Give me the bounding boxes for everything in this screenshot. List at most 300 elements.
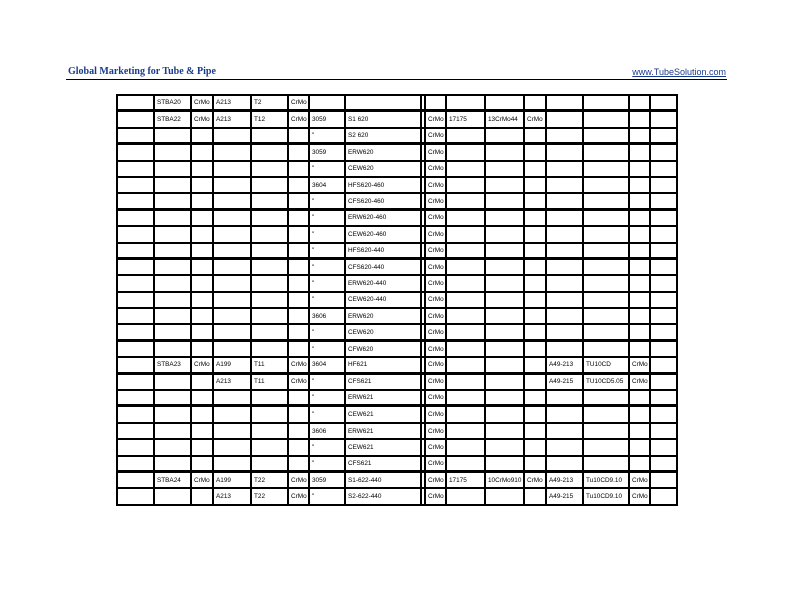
table-cell: HF621: [345, 357, 421, 373]
table-cell: [288, 193, 309, 209]
table-cell: [629, 111, 650, 127]
table-cell: [650, 292, 677, 308]
table-cell: [213, 292, 251, 308]
table-cell: ": [309, 341, 345, 357]
table-cell: CrMo: [425, 275, 446, 291]
table-cell: [546, 111, 583, 127]
table-cell: A49-215: [546, 488, 583, 504]
table-cell: [583, 259, 629, 275]
table-cell: [213, 308, 251, 324]
table-cell: [154, 210, 191, 226]
table-cell: [154, 128, 191, 144]
table-cell: [251, 406, 288, 422]
table-cell: [117, 324, 154, 340]
table-cell: CrMo: [629, 488, 650, 504]
table-cell: [191, 128, 213, 144]
table-body: [117, 95, 677, 505]
table-cell: CrMo: [524, 111, 546, 127]
table-cell: [485, 193, 524, 209]
table-cell: [650, 390, 677, 406]
table-cell: [251, 456, 288, 472]
table-cell: [629, 177, 650, 193]
table-cell: [546, 259, 583, 275]
table-cell: [446, 406, 485, 422]
table-cell: S2-622-440: [345, 488, 421, 504]
table-cell: [485, 161, 524, 177]
table-cell: [251, 308, 288, 324]
table-cell: ": [309, 243, 345, 259]
table-cell: [213, 161, 251, 177]
table-cell: CrMo: [425, 259, 446, 275]
table-cell: CrMo: [425, 210, 446, 226]
table-cell: [629, 456, 650, 472]
table-cell: [154, 423, 191, 439]
table-cell: S2 620: [345, 128, 421, 144]
table-cell: CrMo: [425, 390, 446, 406]
table-cell: [583, 439, 629, 455]
table-cell: [191, 439, 213, 455]
table-cell: [524, 488, 546, 504]
table-cell: CrMo: [191, 472, 213, 488]
table-cell: [117, 128, 154, 144]
table-cell: A213: [213, 111, 251, 127]
table-cell: [213, 439, 251, 455]
table-cell: [485, 243, 524, 259]
table-cell: 3059: [309, 111, 345, 127]
table-cell: STBA20: [154, 95, 191, 111]
table-cell: [117, 95, 154, 111]
table-cell: [583, 324, 629, 340]
table-cell: [117, 456, 154, 472]
table-cell: [524, 423, 546, 439]
table-cell: [288, 292, 309, 308]
table-cell: [213, 210, 251, 226]
table-cell: [117, 472, 154, 488]
table-row: [117, 341, 677, 357]
table-row: [117, 161, 677, 177]
table-cell: [524, 210, 546, 226]
table-cell: [446, 275, 485, 291]
table-cell: 3059: [309, 472, 345, 488]
table-cell: [583, 161, 629, 177]
table-cell: A213: [213, 95, 251, 111]
table-cell: [583, 341, 629, 357]
table-cell: STBA23: [154, 357, 191, 373]
table-cell: [524, 161, 546, 177]
table-cell: Tu10CD9.10: [583, 488, 629, 504]
table-cell: [288, 144, 309, 160]
table-cell: [425, 95, 446, 111]
table-cell: [213, 128, 251, 144]
table-cell: [446, 357, 485, 373]
table-cell: [485, 210, 524, 226]
table-cell: CrMo: [425, 243, 446, 259]
table-cell: [213, 226, 251, 242]
table-cell: [524, 308, 546, 324]
table-cell: [546, 292, 583, 308]
table-cell: [191, 275, 213, 291]
table-cell: CrMo: [425, 193, 446, 209]
table-row: [117, 488, 677, 504]
table-row: [117, 374, 677, 390]
table-cell: [288, 423, 309, 439]
table-cell: [650, 472, 677, 488]
table-cell: [524, 177, 546, 193]
table-cell: [117, 439, 154, 455]
table-cell: [154, 226, 191, 242]
table-cell: [191, 341, 213, 357]
table-cell: CrMo: [425, 488, 446, 504]
table-cell: [446, 144, 485, 160]
table-row: [117, 423, 677, 439]
table-cell: [583, 193, 629, 209]
table-cell: [446, 439, 485, 455]
table-cell: CrMo: [425, 341, 446, 357]
table-cell: [546, 390, 583, 406]
table-cell: [117, 226, 154, 242]
table-cell: [629, 439, 650, 455]
table-cell: [213, 259, 251, 275]
table-cell: [650, 210, 677, 226]
table-cell: [583, 144, 629, 160]
table-cell: TU10CD5.05: [583, 374, 629, 390]
table-cell: [629, 406, 650, 422]
table-cell: [117, 406, 154, 422]
table-cell: [251, 193, 288, 209]
table-cell: [117, 374, 154, 390]
table-cell: [288, 324, 309, 340]
table-cell: [524, 406, 546, 422]
table-cell: [650, 161, 677, 177]
table-cell: [154, 406, 191, 422]
table-cell: T11: [251, 374, 288, 390]
table-cell: S1-622-440: [345, 472, 421, 488]
table-cell: [191, 210, 213, 226]
table-cell: [117, 144, 154, 160]
table-cell: [583, 423, 629, 439]
table-cell: ERW620-460: [345, 210, 421, 226]
table-cell: [629, 292, 650, 308]
table-row: [117, 390, 677, 406]
table-cell: [650, 177, 677, 193]
table-cell: CrMo: [425, 161, 446, 177]
table-cell: CrMo: [425, 423, 446, 439]
table-cell: CrMo: [425, 472, 446, 488]
table-cell: ": [309, 292, 345, 308]
table-cell: [583, 210, 629, 226]
table-cell: TU10CD: [583, 357, 629, 373]
table-cell: [524, 259, 546, 275]
table-cell: [583, 177, 629, 193]
table-cell: ERW621: [345, 423, 421, 439]
table-cell: [485, 177, 524, 193]
table-cell: [446, 210, 485, 226]
table-row: [117, 243, 677, 259]
table-cell: [629, 161, 650, 177]
table-cell: CrMo: [191, 95, 213, 111]
table-cell: ": [309, 259, 345, 275]
table-cell: [191, 292, 213, 308]
table-cell: ERW620: [345, 144, 421, 160]
document-header-title: Global Marketing for Tube & Pipe: [68, 66, 216, 77]
table-cell: 13CrMo44: [485, 111, 524, 127]
table-cell: [650, 144, 677, 160]
table-cell: [191, 406, 213, 422]
table-cell: [288, 308, 309, 324]
table-cell: [629, 243, 650, 259]
table-cell: [524, 341, 546, 357]
table-cell: ERW620: [345, 308, 421, 324]
table-cell: [191, 177, 213, 193]
table-cell: [524, 193, 546, 209]
table-cell: [524, 226, 546, 242]
table-cell: ": [309, 193, 345, 209]
table-cell: [213, 193, 251, 209]
table-cell: HFS620-440: [345, 243, 421, 259]
table-cell: [524, 243, 546, 259]
table-cell: 10CrMo910: [485, 472, 524, 488]
table-cell: CrMo: [288, 488, 309, 504]
table-cell: [446, 456, 485, 472]
table-cell: [309, 95, 345, 111]
table-cell: [288, 456, 309, 472]
material-equivalents-table: [116, 94, 678, 506]
table-cell: [154, 308, 191, 324]
table-cell: [191, 259, 213, 275]
table-cell: [485, 324, 524, 340]
table-cell: [546, 193, 583, 209]
table-cell: [154, 275, 191, 291]
table-cell: [117, 210, 154, 226]
table-cell: CrMo: [629, 357, 650, 373]
table-cell: 3059: [309, 144, 345, 160]
table-cell: [485, 95, 524, 111]
table-cell: [251, 243, 288, 259]
table-cell: [485, 128, 524, 144]
table-cell: [117, 488, 154, 504]
table-cell: [154, 161, 191, 177]
table-cell: CEW620: [345, 324, 421, 340]
table-cell: CEW620-460: [345, 226, 421, 242]
table-cell: [251, 324, 288, 340]
table-cell: [213, 456, 251, 472]
table-cell: [629, 308, 650, 324]
table-cell: [485, 390, 524, 406]
table-cell: [154, 390, 191, 406]
table-cell: [154, 243, 191, 259]
table-cell: [288, 243, 309, 259]
table-cell: ": [309, 374, 345, 390]
table-cell: [546, 324, 583, 340]
table-cell: CrMo: [425, 324, 446, 340]
table-cell: [213, 324, 251, 340]
table-cell: [485, 275, 524, 291]
table-cell: [251, 439, 288, 455]
table-cell: CEW621: [345, 406, 421, 422]
table-cell: [446, 324, 485, 340]
table-cell: CrMo: [288, 95, 309, 111]
table-cell: [650, 374, 677, 390]
table-row: [117, 308, 677, 324]
table-cell: [546, 95, 583, 111]
table-cell: [446, 390, 485, 406]
table-cell: [485, 357, 524, 373]
table-cell: [251, 144, 288, 160]
table-cell: [251, 275, 288, 291]
table-cell: CrMo: [524, 472, 546, 488]
table-cell: CrMo: [425, 439, 446, 455]
table-cell: [213, 390, 251, 406]
table-cell: [251, 210, 288, 226]
table-cell: CFS620-460: [345, 193, 421, 209]
table-cell: [191, 226, 213, 242]
table-cell: [117, 341, 154, 357]
table-cell: [288, 226, 309, 242]
table-cell: [546, 128, 583, 144]
table-cell: [251, 390, 288, 406]
website-link[interactable]: www.TubeSolution.com: [632, 67, 726, 77]
table-cell: S1 620: [345, 111, 421, 127]
table-cell: [650, 259, 677, 275]
table-cell: CrMo: [191, 111, 213, 127]
table-cell: [629, 275, 650, 291]
table-cell: [546, 423, 583, 439]
table-cell: [446, 95, 485, 111]
table-cell: [485, 406, 524, 422]
table-cell: [446, 292, 485, 308]
table-cell: [213, 144, 251, 160]
table-cell: [154, 177, 191, 193]
table-cell: [583, 243, 629, 259]
table-cell: CrMo: [288, 357, 309, 373]
table-cell: [524, 292, 546, 308]
table-cell: [288, 161, 309, 177]
table-cell: [154, 259, 191, 275]
table-cell: A49-213: [546, 357, 583, 373]
table-cell: [650, 128, 677, 144]
table-cell: CrMo: [425, 226, 446, 242]
table-cell: CrMo: [425, 308, 446, 324]
table-cell: ": [309, 456, 345, 472]
table-cell: [154, 456, 191, 472]
table-cell: A49-215: [546, 374, 583, 390]
table-cell: [191, 144, 213, 160]
table-cell: [117, 390, 154, 406]
table-cell: [546, 456, 583, 472]
table-cell: ERW621: [345, 390, 421, 406]
table-row: [117, 144, 677, 160]
table-cell: [583, 292, 629, 308]
table-cell: CFW620: [345, 341, 421, 357]
table-cell: [524, 128, 546, 144]
table-cell: [288, 177, 309, 193]
table-cell: CFS621: [345, 374, 421, 390]
table-cell: CrMo: [425, 357, 446, 373]
table-cell: [524, 456, 546, 472]
table-cell: [251, 341, 288, 357]
table-row: [117, 472, 677, 488]
table-cell: HFS620-460: [345, 177, 421, 193]
table-cell: [117, 308, 154, 324]
table-cell: [191, 243, 213, 259]
table-cell: [546, 177, 583, 193]
table-cell: [288, 390, 309, 406]
table-cell: CrMo: [425, 374, 446, 390]
table-cell: [546, 210, 583, 226]
table-cell: [524, 374, 546, 390]
table-cell: [650, 439, 677, 455]
table-cell: [650, 341, 677, 357]
table-cell: [251, 423, 288, 439]
table-cell: [191, 193, 213, 209]
table-cell: A213: [213, 488, 251, 504]
table-cell: [288, 275, 309, 291]
table-cell: ERW620-440: [345, 275, 421, 291]
table-cell: CrMo: [288, 374, 309, 390]
table-row: [117, 275, 677, 291]
table-cell: [650, 406, 677, 422]
table-cell: CEW620: [345, 161, 421, 177]
table-cell: T11: [251, 357, 288, 373]
table-cell: CrMo: [425, 111, 446, 127]
table-cell: [345, 95, 421, 111]
table-row: [117, 456, 677, 472]
table-row: [117, 210, 677, 226]
table-cell: CrMo: [288, 111, 309, 127]
table-cell: [154, 439, 191, 455]
table-cell: [546, 439, 583, 455]
table-cell: [546, 243, 583, 259]
table-cell: [629, 144, 650, 160]
table-cell: [154, 193, 191, 209]
table-cell: [446, 243, 485, 259]
table-cell: [546, 226, 583, 242]
table-cell: [583, 226, 629, 242]
table-cell: [117, 357, 154, 373]
table-cell: [191, 456, 213, 472]
table-cell: ": [309, 439, 345, 455]
table-cell: [629, 226, 650, 242]
table-cell: [524, 144, 546, 160]
table-cell: ": [309, 324, 345, 340]
table-cell: [650, 488, 677, 504]
table-cell: [117, 177, 154, 193]
table-row: [117, 439, 677, 455]
table-cell: CrMo: [425, 128, 446, 144]
table-cell: [650, 226, 677, 242]
table-cell: [446, 308, 485, 324]
table-cell: [213, 423, 251, 439]
table-cell: [213, 243, 251, 259]
table-cell: [583, 390, 629, 406]
table-row: [117, 111, 677, 127]
table-cell: [650, 308, 677, 324]
table-cell: A213: [213, 374, 251, 390]
table-cell: [629, 259, 650, 275]
table-cell: [191, 308, 213, 324]
table-cell: [650, 275, 677, 291]
table-cell: Tu10CD9.10: [583, 472, 629, 488]
table-cell: [583, 95, 629, 111]
table-cell: CrMo: [425, 456, 446, 472]
table-cell: CrMo: [425, 177, 446, 193]
table-cell: [485, 226, 524, 242]
table-row: [117, 259, 677, 275]
table-cell: ": [309, 406, 345, 422]
table-cell: [629, 390, 650, 406]
table-cell: 3606: [309, 308, 345, 324]
table-cell: CEW620-440: [345, 292, 421, 308]
